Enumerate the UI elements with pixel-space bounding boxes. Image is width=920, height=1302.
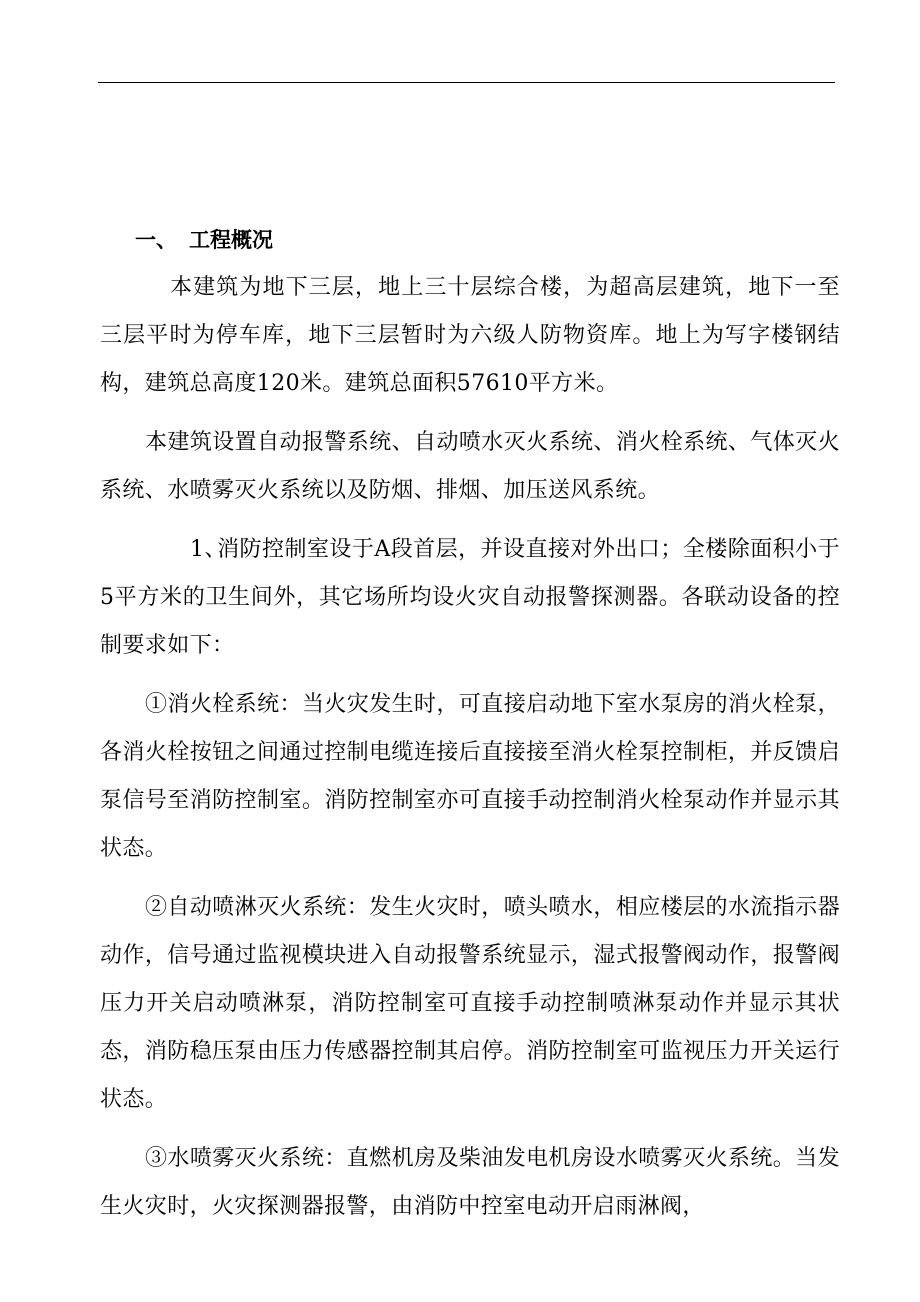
paragraph-sprinkler-system: ②自动喷淋灭火系统：发生火灾时，喷头喷水，相应楼层的水流指示器动作，信号通过监视模块进入自动报警系统显示，湿式报警阀动作，报警阀压力开关启动喷淋泵，消防控制室可直接手动控制喷淋泵动作并显示其状态，消防稳压泵由压力传感器控制其启停。消防控制室可监视压力开关运行状态。	[100, 895, 840, 1112]
section-number: 一、	[135, 228, 177, 252]
document-body	[100, 216, 840, 1231]
header-rule	[98, 82, 835, 83]
paragraph-systems: 本建筑设置自动报警系统、自动喷水灭火系统、消火栓系统、气体灭火系统、水喷雾灭火系统以及防烟、排烟、加压送风系统。	[100, 430, 840, 503]
paragraph-overview: 本建筑为地下三层，地上三十层综合楼，为超高层建筑，地下一至三层平时为停车库，地下三层暂时为六级人防物资库。地上为写字楼钢结构，建筑总高度120米。建筑总面积57610平方米。	[100, 275, 840, 396]
section-heading	[135, 216, 840, 264]
paragraph-hydrant-system: ①消火栓系统：当火灾发生时，可直接启动地下室水泵房的消火栓泵，各消火栓按钮之间通过控制电缆连接后直接接至消火栓泵控制柜，并反馈启泵信号至消防控制室。消防控制室亦可直接手动控制消火栓泵动作并显示其状态。	[100, 692, 840, 861]
paragraph-item-1	[100, 526, 840, 670]
item-1-text: 消防控制室设于A段首层，并设直接对外出口；全楼除面积小于5平方米的卫生间外，其它场所均设火灾自动报警探测器。各联动设备的控制要求如下：	[100, 537, 840, 658]
section-title: 工程概况	[189, 228, 273, 252]
paragraph-water-spray-system: ③水喷雾灭火系统：直燃机房及柴油发电机房设水喷雾灭火系统。当发生火灾时，火灾探测器报警，由消防中控室电动开启雨淋阀，	[100, 1146, 840, 1219]
item-1-number: 1、	[190, 537, 227, 562]
